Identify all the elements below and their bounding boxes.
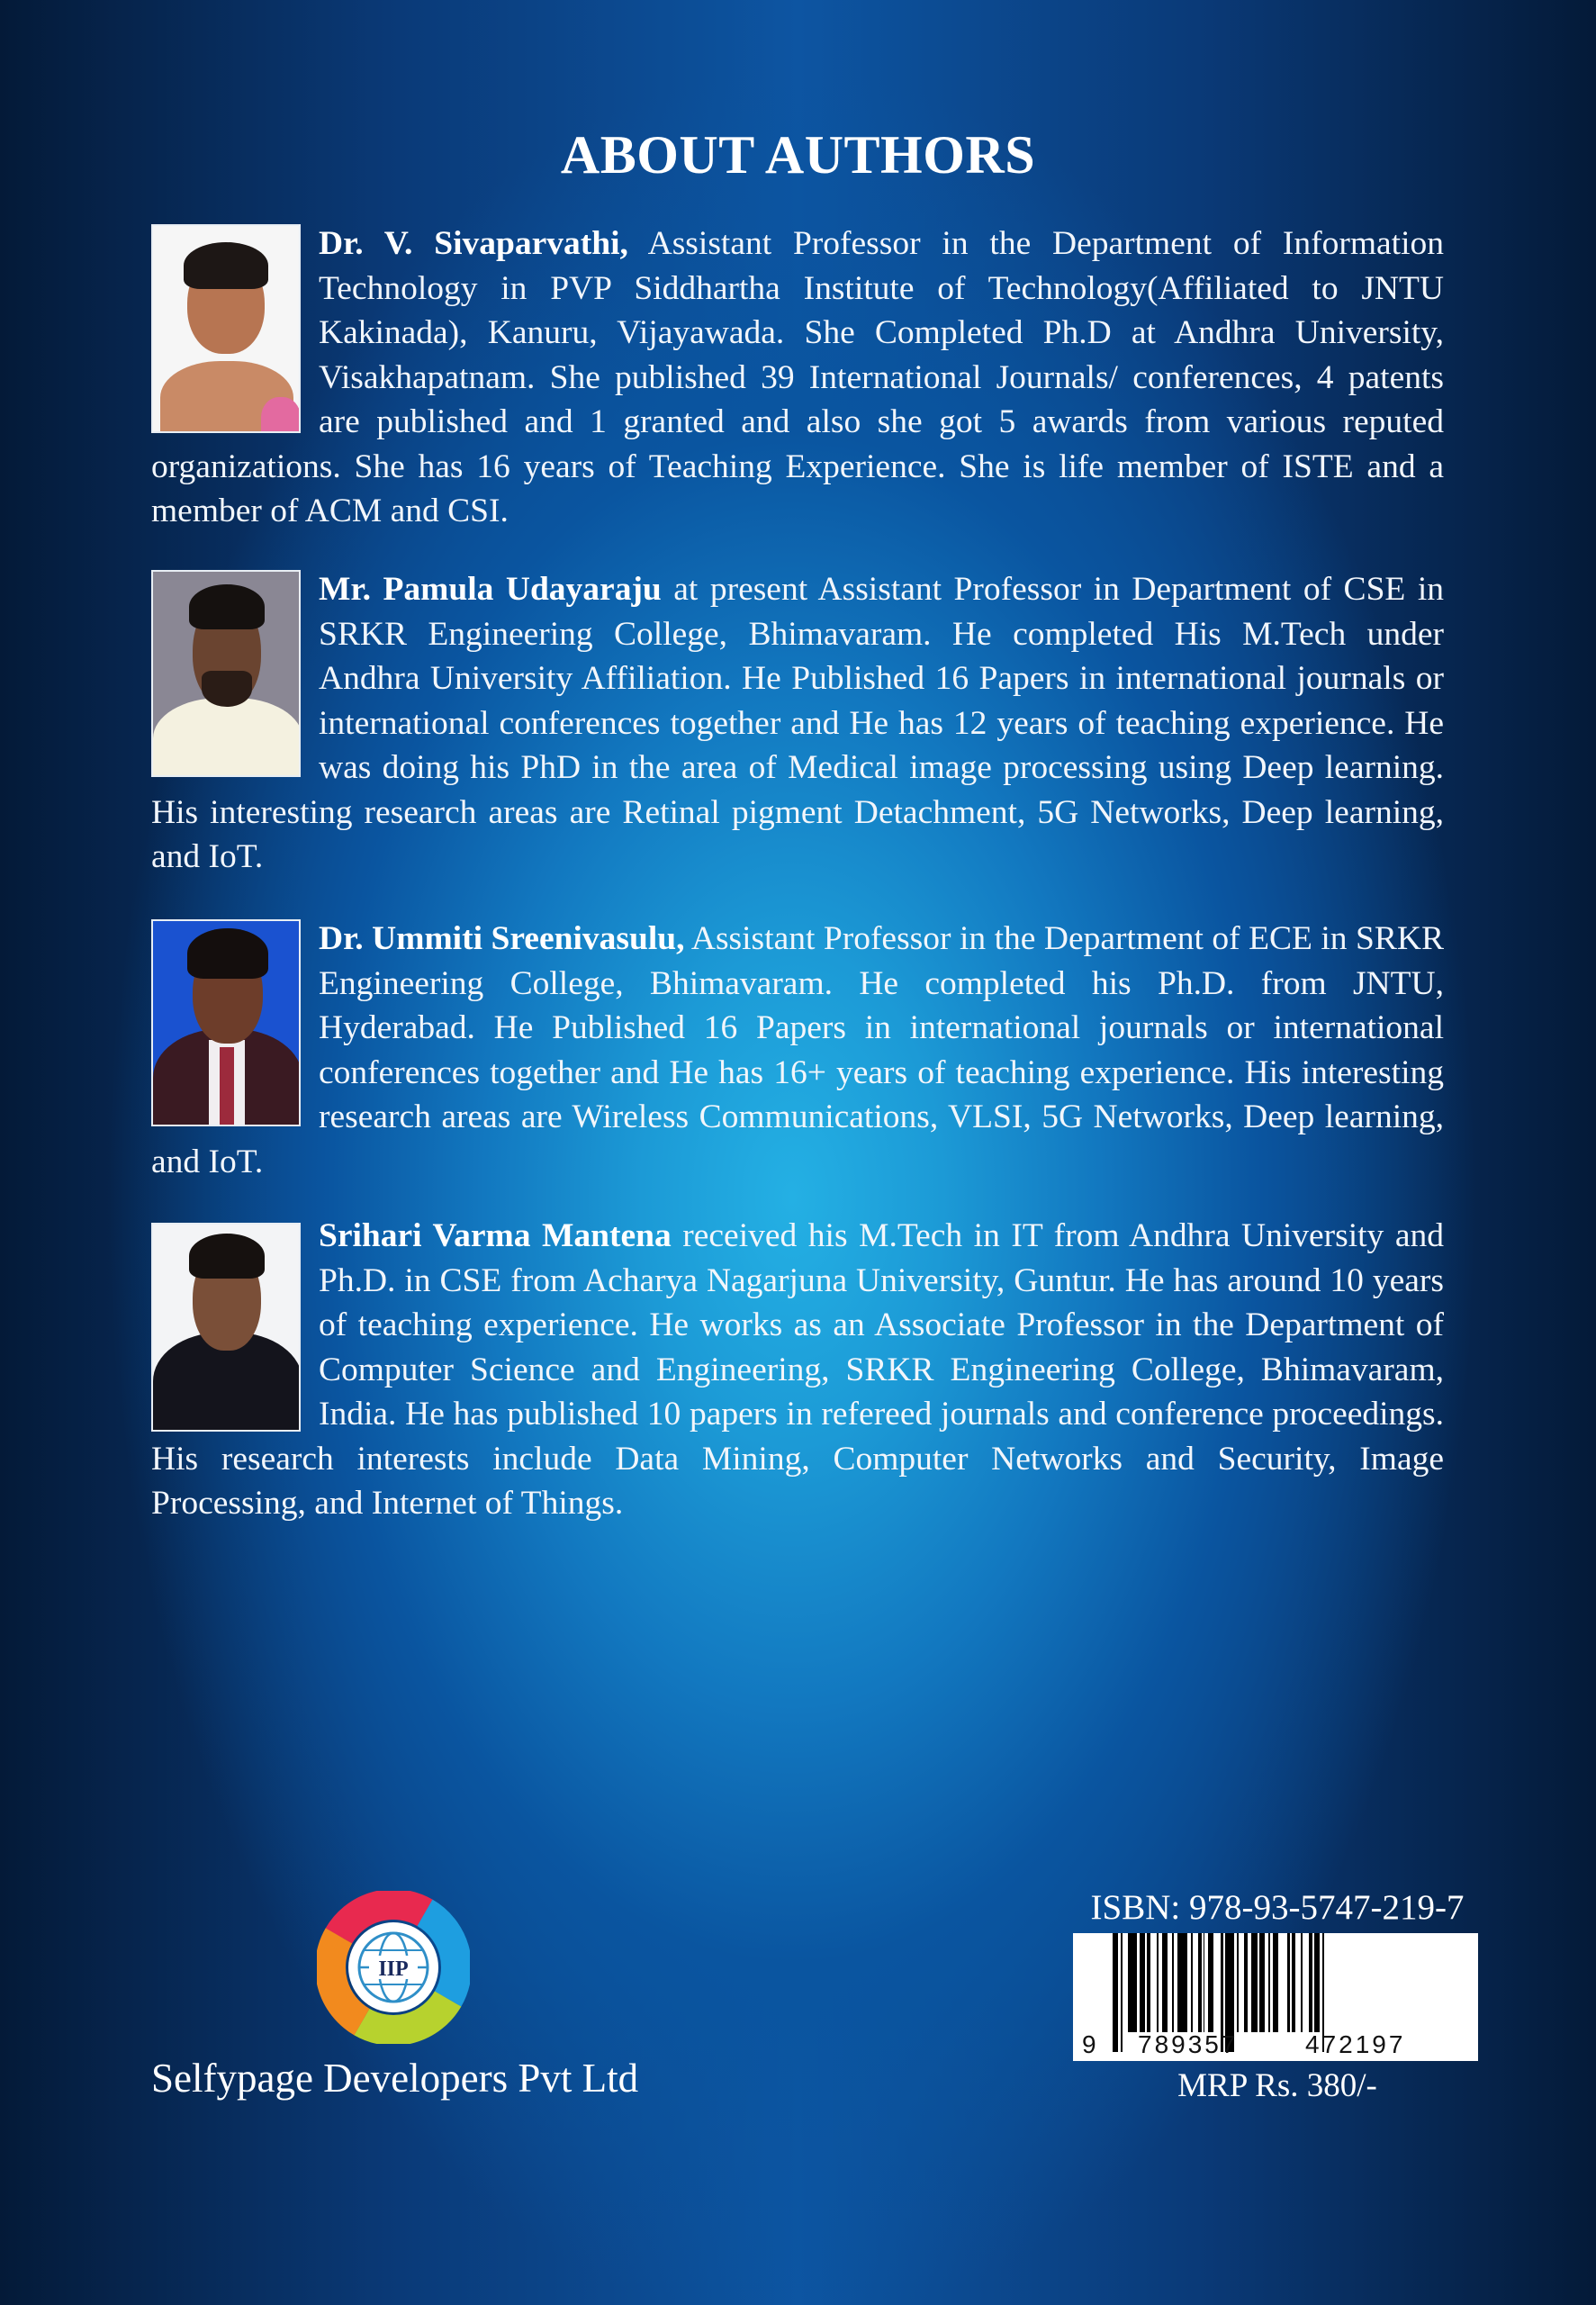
author-entry (151, 917, 1444, 1184)
isbn-label: ISBN: 978-93-5747-219-7 (1090, 1888, 1465, 1927)
publisher-logo-icon (317, 1891, 470, 2044)
author-bio: Assistant Professor in the Department of Information Technology in PVP Siddhartha Institute of Technology(Affiliated to JNTU Kakinada), Kanuru, Vijayawada. She Completed Ph.D at Andhra University, Visakhapatnam. She published 39 International Journals/ conferences, 4 patents are published and 1 granted and also she got 5 awards from various reputed organizations. She has 16 years of Teaching Experience. She is life member of ISTE and a member of ACM and CSI. (151, 225, 1445, 529)
barcode (1073, 1933, 1478, 2061)
price-label: MRP Rs. 380/- (1177, 2067, 1377, 2104)
author-bio: received his M.Tech in IT from Andhra University and Ph.D. in CSE from Acharya Nagarjuna University, Guntur. He has around 10 years of teaching experience. He works as an Associate Professor in the Department of Computer Science and Engineering, SRKR Engineering College, Bhimavaram, India. He has published 10 papers in refereed journals and conference proceedings. His research interests include Data Mining, Computer Networks and Security, Image Processing, and Internet of Things. (151, 1217, 1444, 1522)
page-title: ABOUT AUTHORS (560, 125, 1036, 185)
author-name: Srihari Varma Mantena (319, 1217, 672, 1254)
author-photo (151, 224, 301, 433)
publisher-name: Selfypage Developers Pvt Ltd (151, 2056, 639, 2101)
author-entry (151, 1214, 1444, 1526)
author-photo (151, 919, 301, 1126)
author-name: Mr. Pamula Udayaraju (319, 571, 662, 608)
svg-text:IIP: IIP (378, 1957, 409, 1981)
author-photo (151, 570, 301, 777)
barcode-right-digits: 472197 (1305, 2030, 1406, 2058)
author-photo (151, 1223, 301, 1432)
isbn-block (1073, 1887, 1482, 2105)
author-bio: at present Assistant Professor in Department of CSE in SRKR Engineering College, Bhimavaram. He completed His M.Tech under Andhra University Affiliation. He Published 16 Papers in international journals or international conferences together and He has 12 years of teaching experience. He was doing his PhD in the area of Medical image processing using Deep learning. His interesting research areas are Retinal pigment Detachment, 5G Networks, Deep learning, and IoT. (151, 571, 1444, 875)
author-name: Dr. Ummiti Sreenivasulu, (319, 920, 685, 957)
author-entry (151, 221, 1444, 534)
author-bio: Assistant Professor in the Department of ECE in SRKR Engineering College, Bhimavaram. He completed his Ph.D. from JNTU, Hyderabad. He Published 16 Papers in international journals or international conferences together and He has 16+ years of teaching experience. His interesting research areas are Wireless Communications, VLSI, 5G Networks, Deep learning, and IoT. (151, 920, 1444, 1180)
barcode-lead-digit: 9 (1082, 2030, 1099, 2058)
barcode-left-digits: 789357 (1138, 2030, 1239, 2058)
author-name: Dr. V. Sivaparvathi, (319, 225, 628, 262)
barcode-bars (1113, 1933, 1464, 2032)
author-entry (151, 567, 1444, 880)
